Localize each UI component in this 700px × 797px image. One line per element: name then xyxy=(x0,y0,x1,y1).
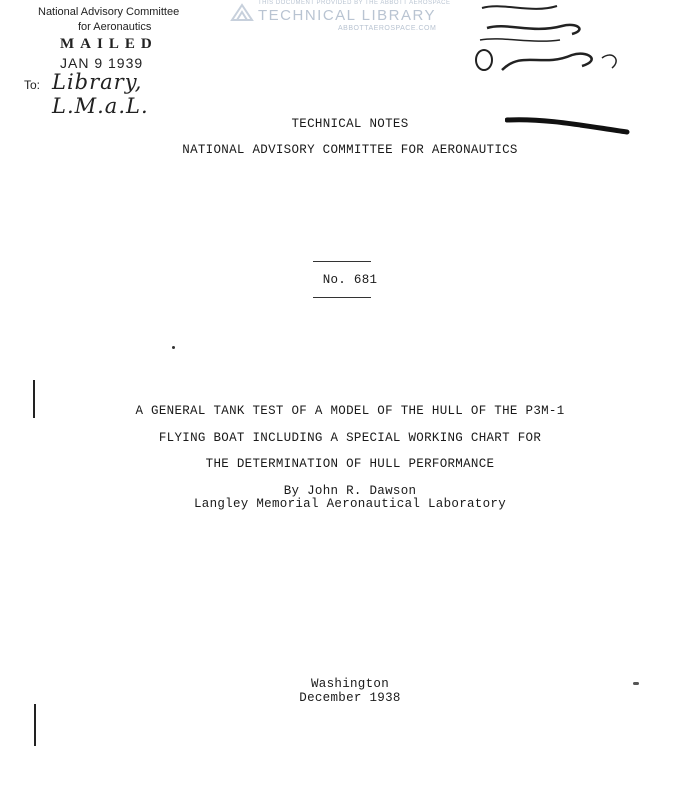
watermark-provider: THIS DOCUMENT PROVIDED BY THE ABBOTT AEROSPACE xyxy=(258,0,451,6)
library-logo-icon xyxy=(230,2,254,24)
divider-top xyxy=(313,261,371,262)
organization-name: NATIONAL ADVISORY COMMITTEE FOR AERONAUTICS xyxy=(182,143,518,157)
title-line-3: THE DETERMINATION OF HULL PERFORMANCE xyxy=(205,457,495,471)
note-number: No. 681 xyxy=(322,273,378,287)
stamp-organization-line1: National Advisory Committee xyxy=(38,6,180,18)
handwritten-scribble-icon xyxy=(462,0,632,80)
watermark xyxy=(230,0,470,44)
publication-date: December 1938 xyxy=(299,691,401,705)
stamp-status: MAILED xyxy=(60,36,158,52)
watermark-title: TECHNICAL LIBRARY xyxy=(258,7,437,24)
series-title: TECHNICAL NOTES xyxy=(291,117,409,131)
handwritten-routing-note: Library, L.M.a.L. xyxy=(52,70,149,118)
stamp-date: JAN 9 1939 xyxy=(60,55,144,71)
publication-place: Washington xyxy=(310,677,389,691)
author-affiliation: Langley Memorial Aeronautical Laboratory xyxy=(193,497,507,511)
scan-speck xyxy=(172,346,175,349)
stamp-to-prefix: To: xyxy=(24,78,41,92)
divider-bottom xyxy=(313,297,371,298)
scan-speck xyxy=(633,682,639,685)
title-line-2: FLYING BOAT INCLUDING A SPECIAL WORKING CHART FOR xyxy=(158,431,542,445)
title-line-1: A GENERAL TANK TEST OF A MODEL OF THE HULL OF THE P3M-1 xyxy=(135,404,565,418)
binder-mark xyxy=(34,704,36,746)
stamp-organization-line2: for Aeronautics xyxy=(78,21,152,33)
binder-mark xyxy=(33,380,35,418)
mailed-stamp xyxy=(24,4,232,118)
watermark-url: ABBOTTAEROSPACE.COM xyxy=(338,25,437,32)
author-byline: By John R. Dawson xyxy=(283,484,417,498)
